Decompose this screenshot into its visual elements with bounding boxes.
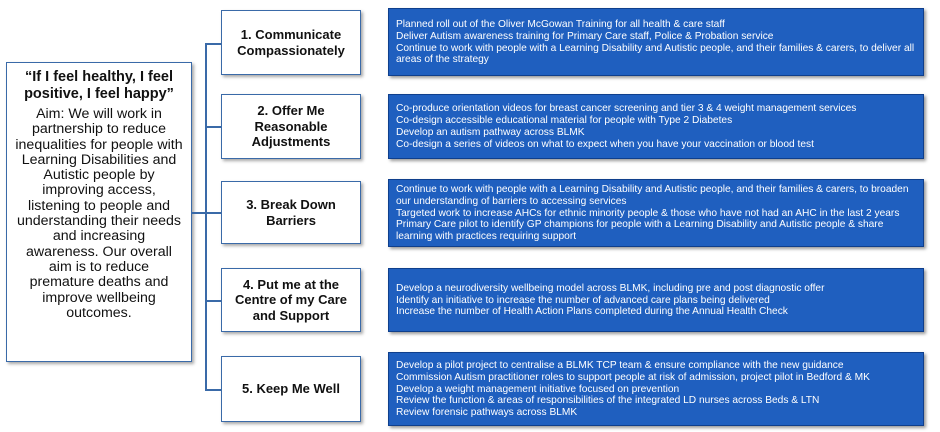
action-item: Continue to work with people with a Learning Disability and Autistic people, and their families & carers, to deliver all areas of the strategy [396,42,915,66]
actions-box-2 [388,94,924,159]
branch-line-2 [205,126,221,128]
action-item: Review the function & areas of responsibilities of the integrated LD nurses across Beds & LTN [396,395,820,407]
aim-quote: “If I feel healthy, I feel positive, I feel happy” [24,69,174,102]
action-item: Planned roll out of the Oliver McGowan Training for all health & care staff [396,18,725,30]
aim-box [6,62,192,362]
theme-box-1 [221,10,361,75]
theme-title-1: 1. Communicate Compassionately [237,27,345,58]
action-item: Targeted work to increase AHCs for ethnic minority people & those who have not had an AHC in the last 2 years [396,207,900,219]
theme-title-5: 5. Keep Me Well [241,381,340,397]
action-item: Develop an autism pathway across BLMK [396,127,585,138]
action-item: Co-produce orientation videos for breast cancer screening and tier 3 & 4 weight management services [396,103,857,115]
actions-box-5 [388,352,924,426]
theme-box-5 [221,356,361,422]
theme-box-4 [221,268,361,332]
action-item: Co-design accessible educational material for people with Type 2 Diabetes [396,115,733,127]
branch-line-1 [205,43,221,45]
aim-connector-line [192,212,206,214]
action-item: Primary Care pilot to identify GP champions for people with a Learning Disability and Autistic people & share learning with practices requiring support [396,219,884,243]
branch-line-5 [205,389,221,391]
theme-title-3: 3. Break Down Barriers [246,197,336,228]
action-item: Commission Autism practitioner roles to support people at risk of admission, project pilot in Bedford & MK [396,371,870,383]
action-item: Develop a pilot project to centralise a BLMK TCP team & ensure compliance with the new guidance [396,360,844,371]
tree-spine-line [205,43,207,390]
actions-box-3 [388,179,924,247]
action-item: Continue to work with people with a Learning Disability and Autistic people, and their families & carers, to broaden our understanding of barriers to accessing services [396,184,909,207]
actions-box-1 [388,8,924,76]
action-item: Identify an initiative to increase the number of advanced care plans being delivered [396,294,770,306]
branch-line-4 [205,300,221,302]
action-item: Deliver Autism awareness training for Primary Care staff, Police & Probation service [396,30,774,42]
action-item: Increase the number of Health Action Plans completed during the Annual Health Check [396,306,788,318]
action-item: Develop a weight management initiative focused on prevention [396,383,680,395]
theme-box-3 [221,181,361,244]
action-item: Review forensic pathways across BLMK [396,407,578,419]
theme-title-2: 2. Offer Me Reasonable Adjustments [251,103,331,150]
theme-box-2 [221,94,361,159]
action-item: Co-design a series of videos on what to expect when you have your vaccination or blood test [396,138,814,150]
actions-box-4 [388,268,924,332]
theme-title-4: 4. Put me at the Centre of my Care and Support [235,276,347,323]
action-item: Develop a neurodiversity wellbeing model across BLMK, including pre and post diagnostic offer [396,282,825,294]
branch-line-3 [205,212,221,214]
aim-text: Aim: We will work in partnership to reduce inequalities for people with Learning Disabilities and Autistic people by improving access, listening to people and understanding their needs and increasing awareness. Our overall aim is to reduce premature deaths and improve wellbeing outcomes. [15,106,183,321]
